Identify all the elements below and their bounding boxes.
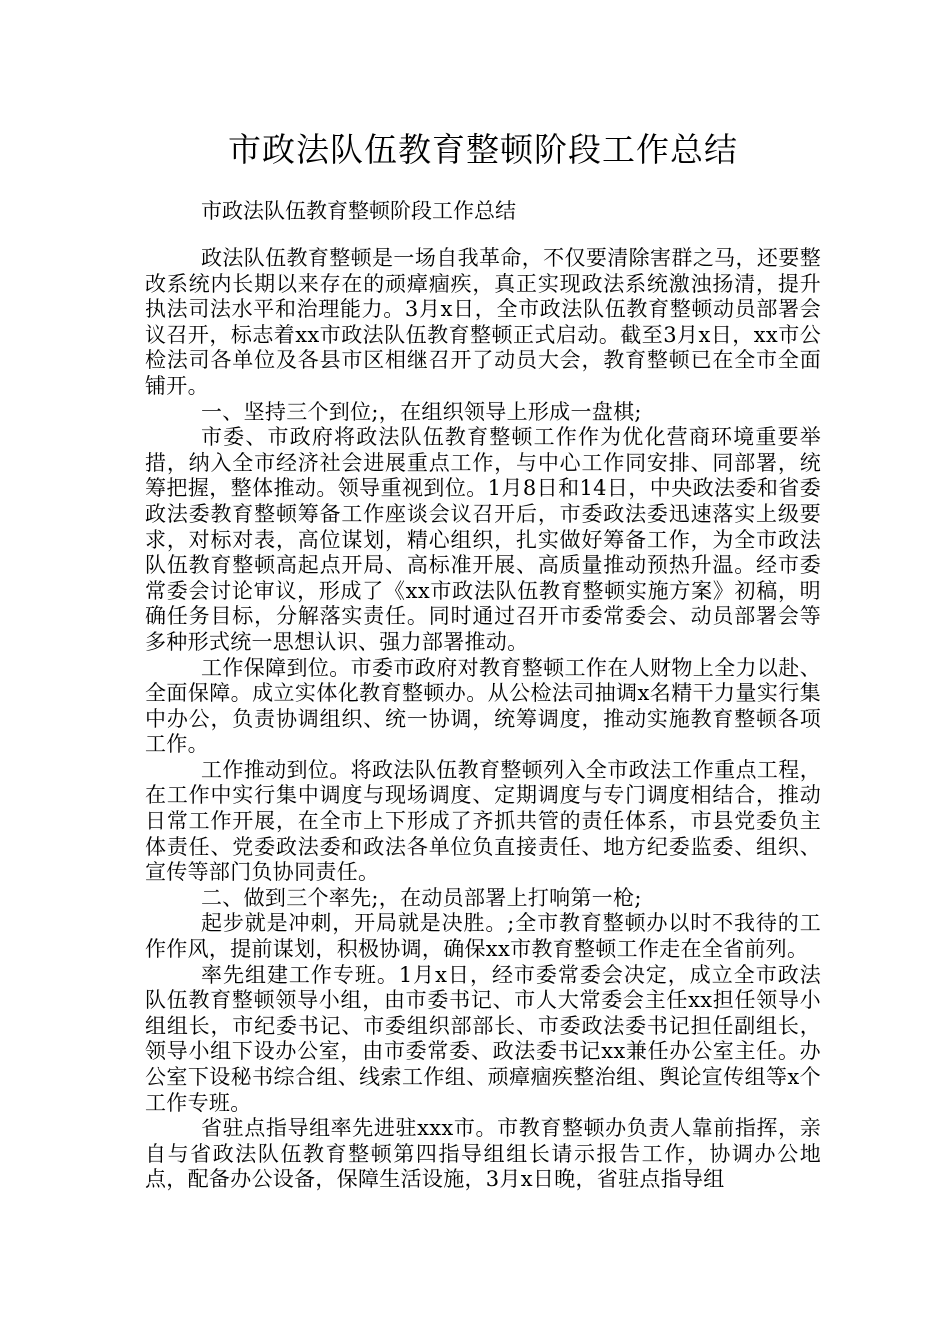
paragraph: 起步就是冲刺，开局就是决胜。;全市教育整顿办以时不我待的工作作风，提前谋划，积极协调，确保xx市教育整顿工作走在全省前列。 — [145, 911, 821, 962]
document-subtitle: 市政法队伍教育整顿阶段工作总结 — [201, 199, 516, 223]
paragraph: 二、做到三个率先;，在动员部署上打响第一枪; — [201, 885, 642, 910]
document-body — [145, 246, 821, 1193]
paragraph: 市委、市政府将政法队伍教育整顿工作作为优化营商环境重要举措，纳入全市经济社会进展重点工作，与中心工作同安排、同部署，统筹把握，整体推动。领导重视到位。1月8日和14日，中央政法委和省委政法委教育整顿筹备工作座谈会议召开后，市委政法委迅速落实上级要求，对标对表，高位谋划，精心组织，扎实做好筹备工作，为全市政法队伍教育整顿高起点开局、高标准开展、高质量推动预热升温。经市委常委会讨论审议，形成了《xx市政法队伍教育整顿实施方案》初稿，明确任务目标，分解落实责任。同时通过召开市委常委会、动员部署会等多种形式统一思想认识、强力部署推动。 — [145, 425, 821, 654]
paragraph: 率先组建工作专班。1月x日，经市委常委会决定，成立全市政法队伍教育整顿领导小组，由市委书记、市人大常委会主任xx担任领导小组组长，市纪委书记、市委组织部部长、市委政法委书记担任副组长，领导小组下设办公室，由市委常委、政法委书记xx兼任办公室主任。办公室下设秘书综合组、线索工作组、顽瘴痼疾整治组、舆论宣传组等x个工作专班。 — [145, 962, 821, 1115]
paragraph: 工作推动到位。将政法队伍教育整顿列入全市政法工作重点工程，在工作中实行集中调度与现场调度、定期调度与专门调度相结合，推动日常工作开展，在全市上下形成了齐抓共管的责任体系，市县党委负主体责任、党委政法委和政法各单位负直接责任、地方纪委监委、组织、宣传等部门负协同责任。 — [145, 757, 821, 885]
paragraph: 工作保障到位。市委市政府对教育整顿工作在人财物上全力以赴、全面保障。成立实体化教育整顿办。从公检法司抽调x名精干力量实行集中办公，负责协调组织、统一协调，统筹调度，推动实施教育整顿各项工作。 — [145, 655, 821, 757]
paragraph: 一、坚持三个到位;，在组织领导上形成一盘棋; — [201, 399, 642, 424]
document-title: 市政法队伍教育整顿阶段工作总结 — [228, 130, 738, 169]
paragraph: 省驻点指导组率先进驻xxx市。市教育整顿办负责人靠前指挥，亲自与省政法队伍教育整顿第四指导组组长请示报告工作，协调办公地点，配备办公设备，保障生活设施，3月x日晚，省驻点指导组 — [145, 1116, 821, 1192]
paragraph: 政法队伍教育整顿是一场自我革命，不仅要清除害群之马，还要整改系统内长期以来存在的顽瘴痼疾，真正实现政法系统激浊扬清，提升执法司法水平和治理能力。3月x日，全市政法队伍教育整顿动员部署会议召开，标志着xx市政法队伍教育整顿正式启动。截至3月x日，xx市公检法司各单位及各县市区相继召开了动员大会，教育整顿已在全市全面铺开。 — [145, 246, 821, 398]
